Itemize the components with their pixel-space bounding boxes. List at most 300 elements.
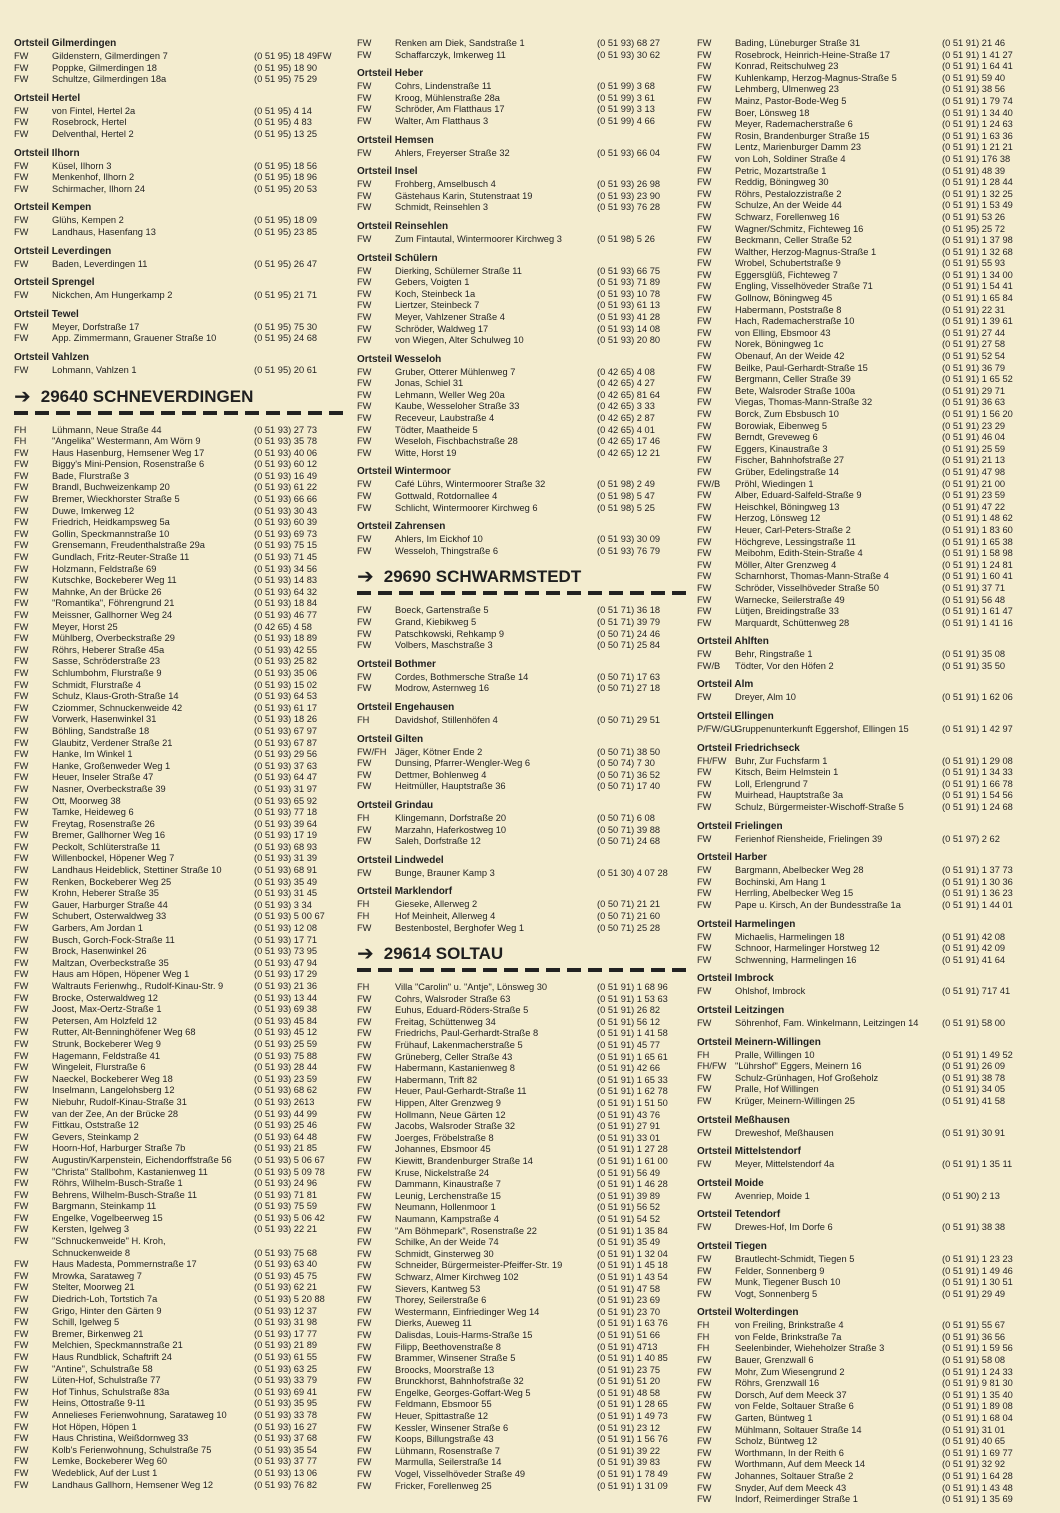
listing-name: Mainz, Pastor-Bode-Weg 5 [735,95,847,106]
listing-row [697,397,1042,409]
listing-phone: (0 51 91) 59 40 [942,72,1006,83]
listing-name: Warnecke, Seilerstraße 49 [735,594,845,605]
listing-name: Euhus, Eduard-Röders-Straße 5 [395,1005,529,1016]
listing-row [697,767,1042,779]
listing-phone: (0 51 93) 5 06 42 [254,1212,325,1223]
district-title: Ortsteil Tewel [14,308,79,320]
listing-name: Muirhead, Hauptstraße 3a [735,790,844,801]
listing-row [357,93,687,105]
listing-row [357,448,687,460]
listing-name: Schlicht, Wintermoorer Kirchweg 6 [395,502,538,513]
listing-name: Bestenbostel, Berghofer Weg 1 [395,922,525,933]
listing-row [357,1133,687,1145]
listing-row [697,421,1042,433]
listing-phone: (0 51 93) 42 55 [254,644,318,655]
listing-row [357,312,687,324]
listing-type: FW [697,649,712,660]
listing-type: FW [357,1237,372,1248]
listing-phone: (0 42 65) 17 46 [597,436,661,447]
listing-name: Schwenning, Harmelingen 16 [735,954,857,965]
listing-type: FW [14,1108,29,1119]
listing-phone: (0 51 95) 18 49FW [254,51,332,61]
listing-phone: (0 42 65) 81 64 [597,389,661,400]
listing-type: FW [697,1159,712,1170]
district-title: Ortsteil Ilhorn [14,147,80,159]
listing-name: Scharnhorst, Thomas-Mann-Straße 4 [735,571,889,582]
listing-name: Diedrich-Loh, Tortstich 7a [52,1294,158,1305]
listing-name: Rutter, Alt-Benninghöfener Weg 68 [52,1027,196,1038]
listing-row [697,38,1042,50]
listing-phone: (0 51 91) 1 24 68 [942,802,1013,813]
city-section [357,567,687,651]
listing-row [14,714,344,726]
district-title: Ortsteil Hemsen [357,134,434,146]
listing-name: Kruse, Nickelstraße 24 [395,1167,490,1178]
listing-row [14,1422,344,1434]
listing-name: Meyer, Dorfstraße 17 [52,321,140,332]
listing-type: P/FW/GU [697,724,737,735]
listing-type: FW [357,1480,372,1491]
listing-phone: (0 51 91) 1 54 41 [942,281,1013,292]
listing-name: Lentz, Marienburger Damm 23 [735,142,862,153]
listing-type: FW [697,559,712,570]
district-section [697,973,1042,998]
listing-phone: (0 42 65) 12 21 [597,447,661,458]
listing-phone: (0 51 93) 75 59 [254,1201,318,1212]
listing-name: Café Lührs, Wintermoorer Straße 32 [395,479,546,490]
district-section [14,309,344,345]
listing-type: FW [357,1051,372,1062]
listing-name: Wesseloh, Thingstraße 6 [395,545,499,556]
listing-type: FW [14,459,29,470]
listing-type: FW [357,617,372,627]
listing-phone: (0 51 91) 9 81 30 [942,1378,1013,1389]
listing-name: Kitsch, Beim Helmstein 1 [735,767,839,778]
column-3 [697,38,1042,1513]
listing-name: Gevers, Steinkamp 2 [52,1131,139,1142]
listing-row [14,494,344,506]
listing-type: FW [697,943,712,954]
arrow-right-icon: ➔ [357,566,374,589]
listing-phone: (0 51 95) 75 29 [254,74,318,85]
listing-phone: (0 51 93) 17 77 [254,1328,318,1339]
listing-row [14,1468,344,1480]
listing-type: FW [697,200,712,211]
listing-phone [250,1236,344,1248]
listing-row [697,293,1042,305]
listing-phone: (0 51 93) 76 82 [254,1479,318,1490]
listing-name: Kersten, Igelweg 3 [52,1224,130,1235]
district-section [697,919,1042,967]
listing-row [357,1342,687,1354]
listing-phone: (0 51 93) 33 78 [254,1409,318,1420]
listing-name: Tamke, Heideweg 6 [52,807,134,818]
listing-type: FW [14,923,29,934]
listing-name: Neumann, Hollenmoor 1 [395,1202,496,1213]
listing-name: Schröder, Am Flatthaus 17 [395,104,505,115]
listing-phone: (0 51 93) 69 73 [254,528,318,539]
listing-phone: (0 51 93) 75 88 [254,1050,318,1061]
listing-phone: (0 51 91) 29 49 [942,1288,1006,1299]
listing-type: FW [697,1471,712,1481]
listing-type: FW [697,281,712,292]
listing-row [697,1222,1042,1234]
listing-row [357,1295,687,1307]
listing-row [14,1039,344,1051]
listing-name: Schmidt, Reinsehlen 3 [395,202,489,213]
listing-phone: (0 51 95) 75 30 [254,321,318,332]
listing-row [357,1098,687,1110]
listing-phone: (0 50 71) 6 08 [597,812,655,823]
listing-name: Grüneberg, Celler Straße 43 [395,1051,513,1062]
listing-type: FW [14,1363,29,1374]
listing-type: FW [357,1028,372,1039]
district-title: Ortsteil Harmelingen [697,918,796,930]
listing-row [357,1469,687,1481]
listing-name: Friedrich, Heidkampsweg 5a [52,517,170,528]
listing-name: Böhling, Sandstraße 18 [52,725,150,736]
listing-type: FW [357,545,372,556]
listing-phone: (0 51 93) 17 29 [254,969,318,980]
listing-phone: (0 51 93) 18 84 [254,598,318,609]
listing-type: FW [357,1364,372,1375]
listing-type: FW [357,1225,372,1236]
listing-row [357,1226,687,1238]
listing-phone: (0 50 71) 36 52 [597,769,661,780]
listing-name: Michaelis, Harmelingen 18 [735,931,845,942]
listing-row [697,1448,1042,1460]
listing-phone: (0 51 93) 31 39 [254,853,318,864]
listing-row [357,899,687,911]
listing-phone: (0 51 91) 1 54 56 [942,790,1013,801]
listing-phone: (0 51 91) 58 08 [942,1355,1006,1366]
city-heading [357,944,687,964]
listing-type: FW [14,552,29,563]
listing-row [697,661,1042,673]
listing-type: FW [697,258,712,269]
listing-phone: (0 51 91) 55 93 [942,258,1006,269]
listing-type: FW [357,413,372,424]
listing-name: Meyer, Vahlzener Straße 4 [395,311,505,322]
district-title: Ortsteil Friedrichseck [697,742,800,754]
listing-name: Ahlers, Freyerser Straße 32 [395,147,510,158]
listing-phone: (0 51 91) 38 78 [942,1072,1006,1083]
listing-name: Röhrs, Wilhelm-Busch-Straße 1 [52,1178,183,1189]
listing-name: Tödter, Maatheide 5 [395,424,478,435]
listing-name: Bargmann, Steinkamp 11 [52,1201,157,1212]
listing-type: FW [697,617,712,628]
listing-phone: (0 51 95) 26 47 [254,258,318,269]
listing-type: FW [14,656,29,667]
listing-type: FW [697,327,712,338]
listing-phone: (0 51 93) 64 53 [254,691,318,702]
listing-type: FW [14,1096,29,1107]
listing-phone: (0 51 91) 1 63 36 [942,130,1013,141]
listing-type: FH [357,899,370,910]
listing-name: Röhrs, Pestalozzistraße 2 [735,188,842,199]
listing-row [14,1445,344,1457]
listing-row [14,106,344,118]
listing-phone: (0 51 93) 67 97 [254,725,318,736]
listing-name: Bergmann, Celler Straße 39 [735,374,851,385]
listing-row [14,1097,344,1109]
listing-type: FW [14,783,29,794]
listing-phone: (0 51 91) 23 12 [597,1422,661,1433]
listing-row [697,1073,1042,1085]
listing-row [14,1398,344,1410]
listing-row [357,1353,687,1365]
listing-type: FW [357,758,372,769]
listing-row [697,189,1042,201]
listing-name: Heuer, Spittastraße 12 [395,1411,489,1422]
listing-name: Meyer, Mittelstendorf 4a [735,1159,835,1170]
listing-row [14,1387,344,1399]
listing-phone: (0 51 93) 28 44 [254,1062,318,1073]
listing-row [14,1271,344,1283]
listing-row [357,425,687,437]
listing-type: FW [697,49,712,60]
listing-name: Gollnow, Böningweg 45 [735,293,833,304]
listing-row [357,1191,687,1203]
listing-row [697,84,1042,96]
listing-type: FW [697,888,712,899]
listing-row [14,1213,344,1225]
listing-type: FH [697,1320,710,1331]
listing-name: Hof Meinheit, Allerweg 4 [395,910,496,921]
district-section [697,1178,1042,1203]
listing-type: FW [357,147,372,158]
listing-type: FW [697,1401,712,1412]
listing-type: FW [357,401,372,412]
listing-type: FW [14,818,29,829]
listing-type: FW [697,316,712,327]
district-title: Ortsteil Leitzingen [697,1004,785,1016]
listing-type: FW [697,1424,712,1435]
listing-type: FW [357,1202,372,1213]
listing-name: Maltzan, Overbeckstraße 35 [52,957,169,968]
listing-row [697,525,1042,537]
listing-type: FW [697,351,712,362]
listing-row [357,1272,687,1284]
district-section [14,202,344,238]
listing-row [357,923,687,935]
listing-type: FW [357,1156,372,1166]
listing-phone: (0 51 91) 1 34 40 [942,107,1013,118]
listing-row [357,390,687,402]
listing-phone: (0 51 93) 14 83 [254,575,318,586]
listing-type: FW [14,1375,29,1386]
listing-type: FW [357,300,372,311]
listing-phone: (0 51 93) 71 45 [254,552,318,563]
listing-row [14,529,344,541]
listing-row [14,425,344,437]
listing-type: FW [697,692,712,703]
listing-row [14,517,344,529]
listing-phone: (0 51 95) 20 61 [254,364,318,375]
listing-type: FW [357,436,372,447]
listing-name: Davidshof, Stillenhöfen 4 [395,714,498,725]
listing-type: FW [697,931,712,942]
listing-phone: (0 51 91) 56 12 [597,1016,661,1027]
listing-name: Engling, Visselhöveder Straße 71 [735,281,873,292]
listing-phone: (0 51 91) 1 43 54 [597,1271,668,1282]
listing-phone: (0 51 93) 41 28 [597,311,661,322]
listing-row [357,994,687,1006]
listing-name: Boer, Lönsweg 18 [735,107,810,118]
listing-type: FW [357,1144,372,1155]
listing-type: FW [697,1288,712,1299]
listing-row [14,738,344,750]
listing-row [14,482,344,494]
listing-type: FW [697,802,712,813]
listing-phone: (0 51 93) 75 68 [254,1247,318,1258]
district-title: Ortsteil Wesseloh [357,353,442,365]
listing-type: FH [697,1049,710,1060]
listing-type: FW [357,1376,372,1387]
listing-name: Rosin, Brandenburger Straße 15 [735,130,870,141]
listing-type: FW [357,323,372,334]
listing-name: Cordes, Bothmersche Straße 14 [395,671,529,682]
listing-name: Lütjen, Breidingstraße 33 [735,606,839,617]
listing-phone: (0 51 93) 39 64 [254,818,318,829]
listing-phone: (0 51 93) 45 75 [254,1270,318,1281]
listing-type: FW [14,172,29,183]
listing-type: FW [697,778,712,789]
listing-phone: (0 51 93) 12 37 [254,1305,318,1316]
listing-phone: (0 51 93) 66 66 [254,494,318,505]
listing-name: Kaube, Wesseloher Straße 33 [395,401,520,412]
listing-name: Meyer, Rademacherstraße 6 [735,119,853,130]
listing-name: Viegas, Thomas-Mann-Straße 32 [735,397,873,408]
listing-phone: (0 51 91) 43 76 [597,1109,661,1120]
listing-name: Lehmberg, Ulmenweg 23 [735,84,839,95]
listing-name: Buhr, Zur Fuchsfarm 1 [735,755,828,766]
listing-phone: (0 42 65) 4 58 [254,621,312,632]
dashed-divider [14,411,344,415]
listing-type: FW [14,575,29,586]
listing-phone: (0 51 93) 16 49 [254,470,318,481]
district-title: Ortsteil Leverdingen [14,245,112,257]
listing-name: Gildenstern, Gilmerdingen 7 [52,51,168,61]
listing-name: Brocke, Osterwaldweg 12 [52,992,158,1003]
listing-phone: (0 50 71) 21 60 [597,910,661,921]
listing-phone: (0 51 93) 23 90 [597,190,661,201]
listing-type: FW [14,321,29,332]
listing-row [357,1365,687,1377]
listing-name: Meissner, Gallhorner Weg 24 [52,610,173,620]
listing-name: Eggers, Kinaustraße 3 [735,443,828,454]
listing-row [357,758,687,770]
district-title: Ortsteil Alm [697,679,754,691]
listing-type: FW [14,633,29,644]
listing-row [14,74,344,86]
listing-phone: (0 51 91) 38 38 [942,1222,1006,1233]
listing-name: Joerges, Fröbelstraße 8 [395,1132,494,1143]
city-title: 29690 SCHWARMSTEDT [383,567,582,587]
listing-row [14,1480,344,1492]
listing-name: Lühmann, Neue Straße 44 [52,424,162,435]
listing-type: FW [697,432,712,443]
listing-type: FW [697,767,712,778]
listing-type: FW [14,1444,29,1455]
listing-row [14,1132,344,1144]
listing-row [14,830,344,842]
listing-type: FW [14,853,29,864]
district-title: Ortsteil Insel [357,166,418,178]
district-section [697,821,1042,846]
listing-phone: (0 51 93) 61 22 [254,482,318,493]
listing-row [697,1289,1042,1301]
listing-row [357,81,687,93]
district-title: Ortsteil Zahrensen [357,521,446,533]
listing-type: FW [14,749,29,760]
listing-phone: (0 51 71) 36 18 [597,605,661,616]
listing-name: Vogel, Visselhöveder Straße 49 [395,1469,526,1480]
listing-phone: (0 51 91) 1 35 69 [942,1494,1013,1505]
listing-row [14,853,344,865]
listing-row [357,1086,687,1098]
listing-phone: (0 51 91) 32 92 [942,1459,1006,1470]
listing-type: FW [14,505,29,516]
listing-phone: (0 51 91) 1 40 85 [597,1353,668,1364]
listing-row [14,969,344,981]
listing-row [14,911,344,923]
listing-name: Schirmacher, Ilhorn 24 [52,183,146,194]
listing-type: FW [357,491,372,502]
listing-phone: (0 51 91) 36 79 [942,362,1006,373]
listing-name: Scholz, Büntweg 12 [735,1436,818,1447]
listing-name: Dorsch, Auf dem Meeck 37 [735,1389,847,1400]
listing-phone: (0 51 93) 35 95 [254,1398,318,1409]
listing-name: Witte, Horst 19 [395,447,457,458]
listing-name: Herrling, Abelbecker Weg 15 [735,888,854,899]
listing-type: FW [14,482,29,493]
listing-phone: (0 51 91) 1 78 49 [597,1469,668,1480]
listing-row [14,1120,344,1132]
listing-name: Behrens, Wilhelm-Busch-Straße 11 [52,1189,198,1200]
listing-row [697,618,1042,630]
listing-row [357,672,687,684]
listing-row [697,119,1042,131]
listing-name: Schilke, An der Weide 74 [395,1237,499,1248]
listing-name: Villa "Carolin" u. "Antje", Lönsweg 30 [395,982,548,993]
listing-type: FW [357,605,372,616]
listing-phone: (0 51 91) 21 00 [942,478,1006,489]
listing-row [14,1248,344,1260]
listing-type: FW [14,74,29,85]
listing-type: FW [14,1085,29,1096]
listing-name: Dammann, Kinaustraße 7 [395,1179,501,1190]
listing-type: FW [357,1167,372,1178]
listing-row [14,552,344,564]
listing-row [14,471,344,483]
listing-name: Zum Fintautal, Wintermoorer Kirchweg 3 [395,233,562,244]
listing-name: Snyder, Auf dem Meeck 43 [735,1482,847,1493]
listing-name: Meyer, Horst 25 [52,621,118,632]
listing-phone: (0 51 91) 1 39 61 [942,316,1013,327]
district-section [697,679,1042,704]
listing-phone: (0 51 91) 27 58 [942,339,1006,350]
listing-name: Schwarz, Almer Kirchweg 102 [395,1271,519,1282]
listing-type: FW [14,911,29,922]
listing-type: FW [14,1479,29,1490]
listing-phone: (0 51 91) 1 49 73 [597,1411,668,1422]
listing-phone: (0 51 93) 22 21 [254,1224,318,1235]
listing-row [14,645,344,657]
listing-phone: (0 51 93) 65 92 [254,795,318,806]
listing-phone: (0 51 91) 41 58 [942,1095,1006,1106]
listing-type: FW [357,104,372,115]
